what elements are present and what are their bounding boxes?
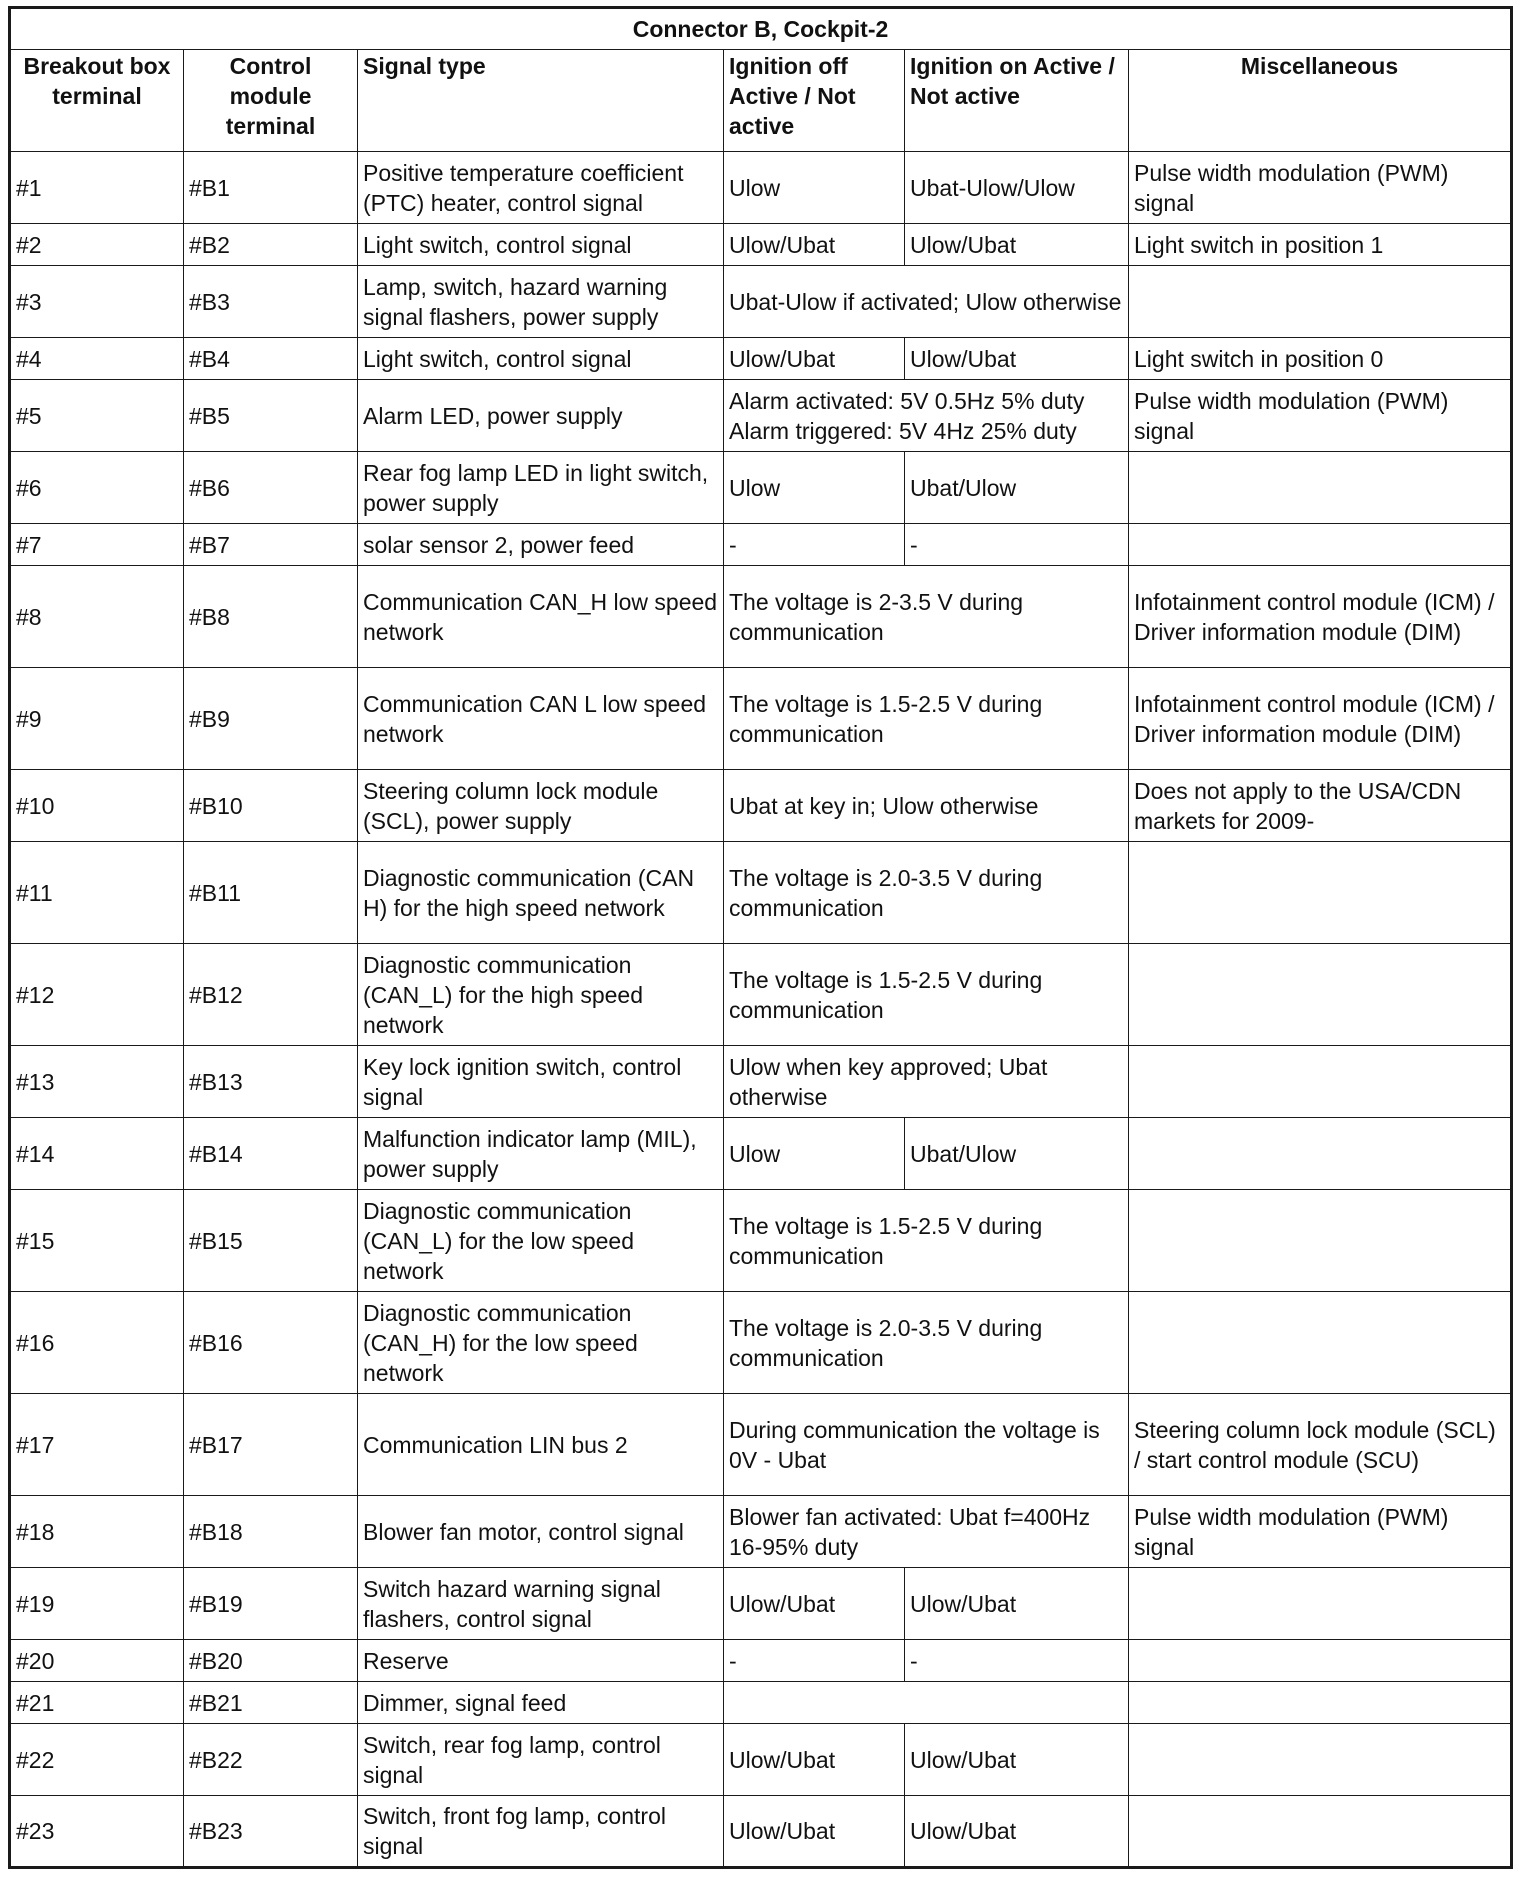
breakout-box-terminal-cell: #22: [10, 1724, 184, 1796]
control-module-terminal-cell: #B14: [184, 1118, 358, 1190]
control-module-terminal-cell: #B19: [184, 1568, 358, 1640]
control-module-terminal-cell: #B17: [184, 1394, 358, 1496]
table-row: [10, 1796, 1512, 1868]
ignition-state-merged-cell: The voltage is 1.5-2.5 V during communication: [724, 1190, 1129, 1292]
table-row: [10, 1046, 1512, 1118]
miscellaneous-cell: [1129, 1796, 1512, 1868]
breakout-box-terminal-cell: #15: [10, 1190, 184, 1292]
miscellaneous-cell: [1129, 944, 1512, 1046]
control-module-terminal-cell: #B16: [184, 1292, 358, 1394]
table-row: [10, 668, 1512, 770]
signal-type-cell: solar sensor 2, power feed: [358, 524, 724, 566]
connector-b-table: [8, 6, 1513, 1869]
table-row: [10, 566, 1512, 668]
table-row: [10, 224, 1512, 266]
breakout-box-terminal-cell: #13: [10, 1046, 184, 1118]
control-module-terminal-cell: #B12: [184, 944, 358, 1046]
miscellaneous-cell: Steering column lock module (SCL) / start control module (SCU): [1129, 1394, 1512, 1496]
signal-type-cell: Light switch, control signal: [358, 338, 724, 380]
table-title: Connector B, Cockpit-2: [10, 8, 1512, 50]
signal-type-cell: Lamp, switch, hazard warning signal flashers, power supply: [358, 266, 724, 338]
ignition-on-cell: Ulow/Ubat: [905, 1796, 1129, 1868]
breakout-box-terminal-cell: #16: [10, 1292, 184, 1394]
ignition-state-merged-cell: The voltage is 2-3.5 V during communication: [724, 566, 1129, 668]
control-module-terminal-cell: #B2: [184, 224, 358, 266]
control-module-terminal-cell: #B11: [184, 842, 358, 944]
breakout-box-terminal-cell: #21: [10, 1682, 184, 1724]
ignition-on-cell: Ulow/Ubat: [905, 1724, 1129, 1796]
table-row: [10, 1568, 1512, 1640]
ignition-on-cell: Ulow/Ubat: [905, 1568, 1129, 1640]
signal-type-cell: Diagnostic communication (CAN_H) for the low speed network: [358, 1292, 724, 1394]
control-module-terminal-cell: #B5: [184, 380, 358, 452]
control-module-terminal-cell: #B20: [184, 1640, 358, 1682]
breakout-box-terminal-cell: #2: [10, 224, 184, 266]
ignition-on-cell: Ulow/Ubat: [905, 338, 1129, 380]
ignition-on-cell: -: [905, 1640, 1129, 1682]
miscellaneous-cell: Pulse width modulation (PWM) signal: [1129, 380, 1512, 452]
ignition-off-cell: Ulow/Ubat: [724, 1796, 905, 1868]
ignition-state-merged-cell: Alarm activated: 5V 0.5Hz 5% duty Alarm triggered: 5V 4Hz 25% duty: [724, 380, 1129, 452]
signal-type-cell: Reserve: [358, 1640, 724, 1682]
signal-type-cell: Positive temperature coefficient (PTC) heater, control signal: [358, 152, 724, 224]
ignition-state-merged-cell: The voltage is 1.5-2.5 V during communication: [724, 944, 1129, 1046]
signal-type-cell: Dimmer, signal feed: [358, 1682, 724, 1724]
signal-type-cell: Alarm LED, power supply: [358, 380, 724, 452]
control-module-terminal-cell: #B22: [184, 1724, 358, 1796]
control-module-terminal-cell: #B3: [184, 266, 358, 338]
control-module-terminal-cell: #B21: [184, 1682, 358, 1724]
table-row: [10, 1394, 1512, 1496]
ignition-state-merged-cell: The voltage is 1.5-2.5 V during communication: [724, 668, 1129, 770]
miscellaneous-cell: Infotainment control module (ICM) / Driver information module (DIM): [1129, 668, 1512, 770]
connector-table-page: [8, 6, 1510, 1869]
signal-type-cell: Communication CAN_H low speed network: [358, 566, 724, 668]
table-row: [10, 1640, 1512, 1682]
signal-type-cell: Communication LIN bus 2: [358, 1394, 724, 1496]
ignition-on-cell: -: [905, 524, 1129, 566]
miscellaneous-cell: [1129, 1568, 1512, 1640]
ignition-off-cell: Ulow/Ubat: [724, 224, 905, 266]
ignition-off-cell: Ulow/Ubat: [724, 1568, 905, 1640]
breakout-box-terminal-cell: #14: [10, 1118, 184, 1190]
miscellaneous-cell: [1129, 1640, 1512, 1682]
ignition-off-cell: Ulow/Ubat: [724, 338, 905, 380]
miscellaneous-cell: Pulse width modulation (PWM) signal: [1129, 152, 1512, 224]
ignition-off-cell: Ulow: [724, 152, 905, 224]
control-module-terminal-cell: #B6: [184, 452, 358, 524]
table-row: [10, 1118, 1512, 1190]
breakout-box-terminal-cell: #10: [10, 770, 184, 842]
miscellaneous-cell: [1129, 452, 1512, 524]
signal-type-cell: Key lock ignition switch, control signal: [358, 1046, 724, 1118]
miscellaneous-cell: Pulse width modulation (PWM) signal: [1129, 1496, 1512, 1568]
table-row: [10, 524, 1512, 566]
control-module-terminal-cell: #B13: [184, 1046, 358, 1118]
control-module-terminal-cell: #B23: [184, 1796, 358, 1868]
ignition-on-cell: Ulow/Ubat: [905, 224, 1129, 266]
ignition-state-merged-cell: Blower fan activated: Ubat f=400Hz 16-95% duty: [724, 1496, 1129, 1568]
miscellaneous-cell: [1129, 524, 1512, 566]
ignition-on-cell: Ubat-Ulow/Ulow: [905, 152, 1129, 224]
header-ignition-on: Ignition on Active / Not active: [905, 50, 1129, 152]
breakout-box-terminal-cell: #19: [10, 1568, 184, 1640]
header-miscellaneous: Miscellaneous: [1129, 50, 1512, 152]
breakout-box-terminal-cell: #9: [10, 668, 184, 770]
control-module-terminal-cell: #B7: [184, 524, 358, 566]
ignition-state-merged-cell: The voltage is 2.0-3.5 V during communication: [724, 842, 1129, 944]
table-row: [10, 380, 1512, 452]
signal-type-cell: Diagnostic communication (CAN H) for the high speed network: [358, 842, 724, 944]
header-ignition-off: Ignition off Active / Not active: [724, 50, 905, 152]
table-row: [10, 152, 1512, 224]
miscellaneous-cell: [1129, 266, 1512, 338]
breakout-box-terminal-cell: #1: [10, 152, 184, 224]
control-module-terminal-cell: #B9: [184, 668, 358, 770]
control-module-terminal-cell: #B18: [184, 1496, 358, 1568]
signal-type-cell: Blower fan motor, control signal: [358, 1496, 724, 1568]
table-row: [10, 770, 1512, 842]
control-module-terminal-cell: #B15: [184, 1190, 358, 1292]
breakout-box-terminal-cell: #18: [10, 1496, 184, 1568]
table-body: [10, 152, 1512, 1868]
ignition-off-cell: -: [724, 1640, 905, 1682]
signal-type-cell: Switch, front fog lamp, control signal: [358, 1796, 724, 1868]
breakout-box-terminal-cell: #3: [10, 266, 184, 338]
control-module-terminal-cell: #B1: [184, 152, 358, 224]
signal-type-cell: Diagnostic communication (CAN_L) for the high speed network: [358, 944, 724, 1046]
table-row: [10, 452, 1512, 524]
breakout-box-terminal-cell: #6: [10, 452, 184, 524]
table-row: [10, 1682, 1512, 1724]
ignition-state-merged-cell: During communication the voltage is 0V - Ubat: [724, 1394, 1129, 1496]
signal-type-cell: Light switch, control signal: [358, 224, 724, 266]
ignition-off-cell: Ulow/Ubat: [724, 1724, 905, 1796]
signal-type-cell: Communication CAN L low speed network: [358, 668, 724, 770]
table-row: [10, 1496, 1512, 1568]
table-row: [10, 1724, 1512, 1796]
table-row: [10, 338, 1512, 380]
breakout-box-terminal-cell: #23: [10, 1796, 184, 1868]
control-module-terminal-cell: #B8: [184, 566, 358, 668]
ignition-state-merged-cell: Ubat-Ulow if activated; Ulow otherwise: [724, 266, 1129, 338]
miscellaneous-cell: [1129, 1118, 1512, 1190]
miscellaneous-cell: Light switch in position 0: [1129, 338, 1512, 380]
breakout-box-terminal-cell: #8: [10, 566, 184, 668]
signal-type-cell: Switch hazard warning signal flashers, control signal: [358, 1568, 724, 1640]
miscellaneous-cell: [1129, 1190, 1512, 1292]
ignition-state-merged-cell: [724, 1682, 1129, 1724]
control-module-terminal-cell: #B4: [184, 338, 358, 380]
miscellaneous-cell: Infotainment control module (ICM) / Driver information module (DIM): [1129, 566, 1512, 668]
ignition-on-cell: Ubat/Ulow: [905, 452, 1129, 524]
signal-type-cell: Malfunction indicator lamp (MIL), power supply: [358, 1118, 724, 1190]
breakout-box-terminal-cell: #11: [10, 842, 184, 944]
miscellaneous-cell: Does not apply to the USA/CDN markets for 2009-: [1129, 770, 1512, 842]
table-row: [10, 944, 1512, 1046]
signal-type-cell: Steering column lock module (SCL), power supply: [358, 770, 724, 842]
miscellaneous-cell: Light switch in position 1: [1129, 224, 1512, 266]
miscellaneous-cell: [1129, 1724, 1512, 1796]
breakout-box-terminal-cell: #4: [10, 338, 184, 380]
miscellaneous-cell: [1129, 1046, 1512, 1118]
breakout-box-terminal-cell: #5: [10, 380, 184, 452]
ignition-off-cell: -: [724, 524, 905, 566]
ignition-on-cell: Ubat/Ulow: [905, 1118, 1129, 1190]
breakout-box-terminal-cell: #12: [10, 944, 184, 1046]
signal-type-cell: Switch, rear fog lamp, control signal: [358, 1724, 724, 1796]
header-signal-type: Signal type: [358, 50, 724, 152]
breakout-box-terminal-cell: #7: [10, 524, 184, 566]
ignition-state-merged-cell: The voltage is 2.0-3.5 V during communication: [724, 1292, 1129, 1394]
miscellaneous-cell: [1129, 1682, 1512, 1724]
table-row: [10, 266, 1512, 338]
signal-type-cell: Diagnostic communication (CAN_L) for the low speed network: [358, 1190, 724, 1292]
ignition-state-merged-cell: Ulow when key approved; Ubat otherwise: [724, 1046, 1129, 1118]
miscellaneous-cell: [1129, 842, 1512, 944]
ignition-state-merged-cell: Ubat at key in; Ulow otherwise: [724, 770, 1129, 842]
header-control-module-terminal: Control module terminal: [184, 50, 358, 152]
table-row: [10, 842, 1512, 944]
miscellaneous-cell: [1129, 1292, 1512, 1394]
signal-type-cell: Rear fog lamp LED in light switch, power supply: [358, 452, 724, 524]
ignition-off-cell: Ulow: [724, 1118, 905, 1190]
ignition-off-cell: Ulow: [724, 452, 905, 524]
header-breakout-box-terminal: Breakout box terminal: [10, 50, 184, 152]
control-module-terminal-cell: #B10: [184, 770, 358, 842]
breakout-box-terminal-cell: #17: [10, 1394, 184, 1496]
table-row: [10, 1292, 1512, 1394]
breakout-box-terminal-cell: #20: [10, 1640, 184, 1682]
table-row: [10, 1190, 1512, 1292]
